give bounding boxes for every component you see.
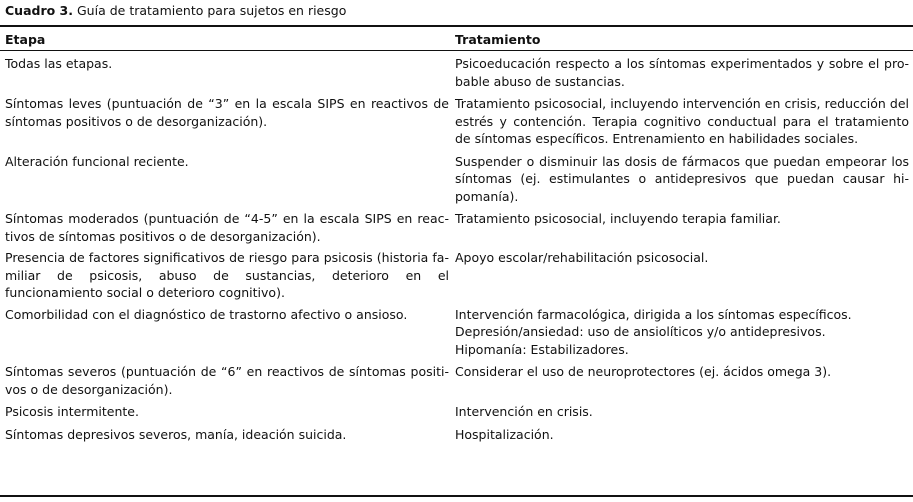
stage-cell: Síntomas depresivos severos, manía, ideación suicida. <box>5 426 347 442</box>
treatment-cell <box>455 426 909 444</box>
treatment-line: Tratamiento psicosocial, incluyendo terapia familiar. <box>455 211 781 226</box>
stage-cell: Todas las etapas. <box>5 56 113 71</box>
treatment-cell <box>455 95 909 148</box>
table-row <box>0 403 913 421</box>
table-row <box>0 363 913 398</box>
top-rule <box>0 25 913 27</box>
stage-cell: Alteración funcional reciente. <box>5 153 189 169</box>
table-caption <box>5 3 346 19</box>
bottom-rule <box>0 495 913 497</box>
stage-cell: Psicosis intermitente. <box>5 404 139 419</box>
treatment-line: Tratamiento psicosocial, incluyendo intervención en crisis, reducción del estrés y contención. Terapia cognitivo conductual para el tratamiento de síntomas específicos. Entrenamiento en habilidades sociales. <box>455 96 909 146</box>
treatment-table <box>0 55 913 448</box>
header-treatment: Tratamiento <box>455 32 541 47</box>
treatment-line: Intervención farmacológica, dirigida a los síntomas específicos. <box>455 306 852 322</box>
treatment-cell <box>455 249 909 267</box>
stage-cell: Comorbilidad con el diagnóstico de trastorno afectivo o ansioso. <box>5 306 408 322</box>
treatment-line: Depresión/ansiedad: uso de ansiolíticos y/o antidepresivos. <box>455 324 826 339</box>
treatment-cell <box>455 210 909 228</box>
treatment-line: Psicoeducación respecto a los síntomas experimentados y sobre el probable abuso de sustancias. <box>455 56 909 89</box>
table-row <box>0 95 913 148</box>
treatment-cell <box>455 363 909 381</box>
treatment-line: Hipomanía: Estabilizadores. <box>455 341 629 357</box>
table-row <box>0 55 913 90</box>
treatment-cell <box>455 153 909 206</box>
treatment-cell <box>455 55 909 90</box>
treatment-cell <box>455 306 909 359</box>
table-row <box>0 153 913 206</box>
treatment-line: Considerar el uso de neuroprotectores (ej. ácidos omega 3). <box>455 364 832 379</box>
table-row <box>0 210 913 245</box>
caption-title: Guía de tratamiento para sujetos en riesgo <box>77 3 347 18</box>
caption-label: Cuadro 3. <box>5 3 74 18</box>
stage-cell: Síntomas leves (puntuación de “3” en la escala SIPS en reactivos de síntomas positivos o de desorganización). <box>5 96 449 129</box>
treatment-line: Apoyo escolar/rehabilitación psicosocial. <box>455 250 709 265</box>
table-row <box>0 306 913 359</box>
stage-cell: Síntomas moderados (puntuación de “4-5” en la escala SIPS en reactivos de síntomas positivos o de desorganización). <box>5 211 449 244</box>
table-row <box>0 249 913 302</box>
stage-cell: Presencia de factores significativos de riesgo para psicosis (historia familiar de psicosis, abuso de sustancias, deterioro en el funcionamiento social o deterioro cognitivo). <box>5 250 449 300</box>
treatment-line: Hospitalización. <box>455 426 554 442</box>
treatment-line: Intervención en crisis. <box>455 404 593 419</box>
table-row <box>0 426 913 444</box>
stage-cell: Síntomas severos (puntuación de “6” en reactivos de síntomas positivos o de desorganización). <box>5 364 449 397</box>
header-rule <box>0 50 913 51</box>
header-stage: Etapa <box>5 32 46 47</box>
treatment-cell <box>455 403 909 421</box>
treatment-line: Suspender o disminuir las dosis de fármacos que puedan empeorar los síntomas (ej. estimulantes o antidepresivos que puedan causar hipomanía). <box>455 153 909 204</box>
